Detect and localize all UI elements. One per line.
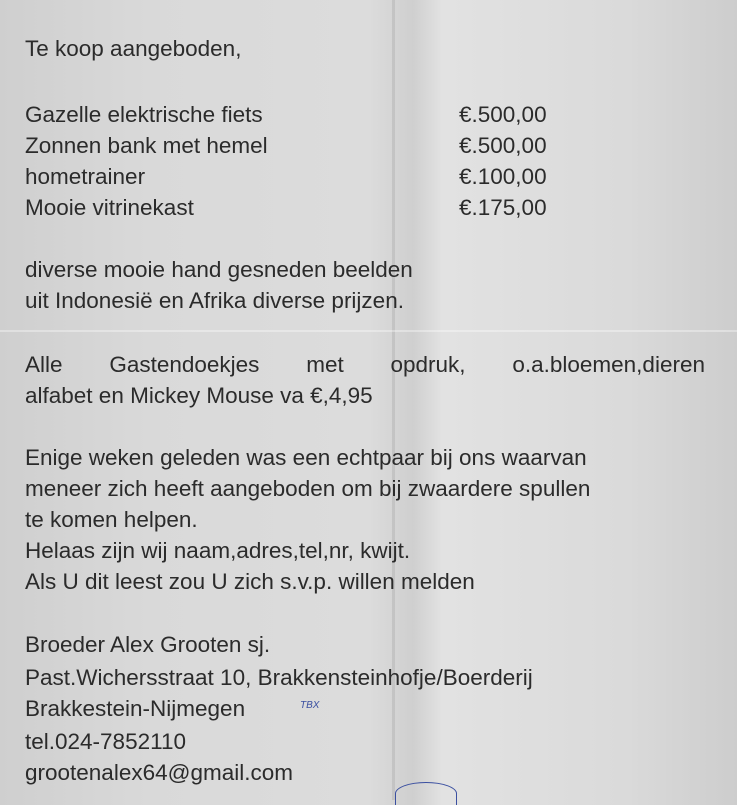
- word: Gastendoekjes: [109, 352, 260, 377]
- contact-name: Broeder Alex Grooten sj.: [25, 632, 271, 657]
- message-line: Enige weken geleden was een echtpaar bij ons waarvan: [25, 445, 587, 470]
- sculptures-line: diverse mooie hand gesneden beelden: [25, 257, 413, 282]
- message-line: te komen helpen.: [25, 507, 198, 532]
- contact-email: grootenalex64@gmail.com: [25, 760, 293, 785]
- word: o.a.bloemen,dieren: [512, 352, 705, 377]
- item-name: Zonnen bank met hemel: [25, 133, 268, 158]
- message-line: Helaas zijn wij naam,adres,tel,nr, kwijt.: [25, 538, 411, 563]
- contact-city: Brakkestein-Nijmegen: [25, 696, 246, 721]
- paper-fold: [0, 330, 737, 332]
- item-name: Gazelle elektrische fiets: [25, 102, 263, 127]
- contact-address: Past.Wichersstraat 10, Brakkensteinhofje/Boerderij: [25, 665, 533, 690]
- word: Alle: [25, 352, 63, 377]
- item-name: hometrainer: [25, 164, 146, 189]
- handwritten-scribble: [395, 782, 457, 805]
- message-line: Als U dit leest zou U zich s.v.p. willen melden: [25, 569, 475, 594]
- towels-line: [25, 352, 705, 378]
- towels-line: alfabet en Mickey Mouse va €,4,95: [25, 383, 373, 408]
- item-price: €.100,00: [459, 164, 547, 189]
- item-price: €.500,00: [459, 133, 547, 158]
- contact-phone: tel.024-7852110: [25, 729, 186, 754]
- item-name: Mooie vitrinekast: [25, 195, 194, 220]
- item-price: €.500,00: [459, 102, 547, 127]
- word: opdruk,: [390, 352, 466, 377]
- item-price: €.175,00: [459, 195, 547, 220]
- message-line: meneer zich heeft aangeboden om bij zwaardere spullen: [25, 476, 591, 501]
- sculptures-line: uit Indonesië en Afrika diverse prijzen.: [25, 288, 404, 313]
- greeting: Te koop aangeboden,: [25, 36, 242, 61]
- handwritten-note: TBX: [300, 700, 320, 711]
- word: met: [306, 352, 344, 377]
